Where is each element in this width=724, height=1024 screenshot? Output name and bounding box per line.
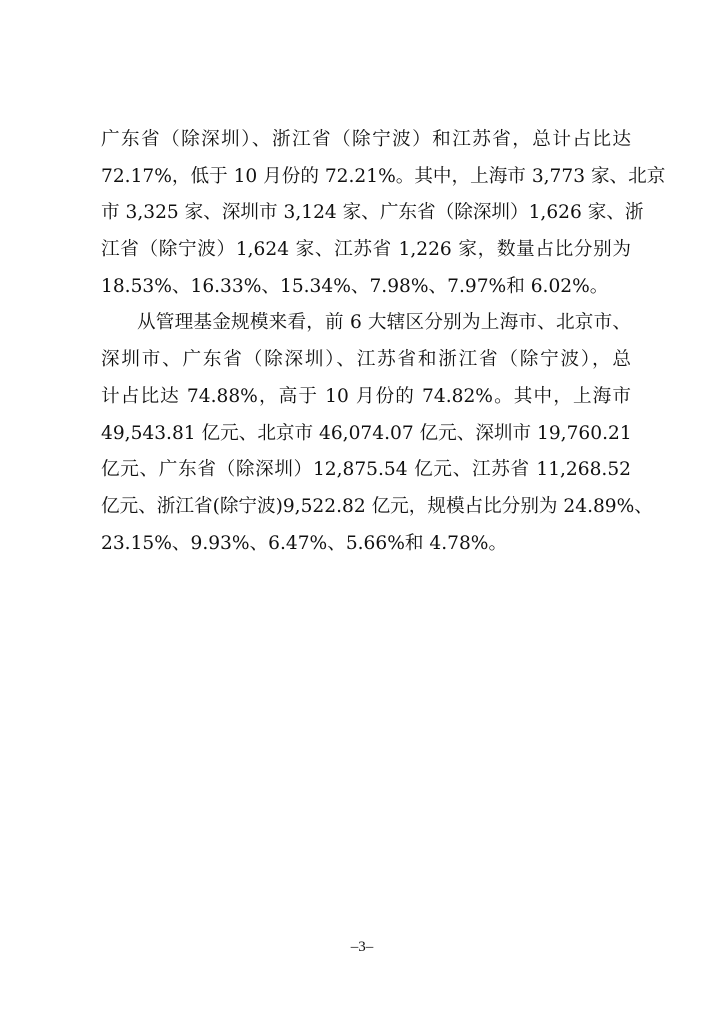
text-line: 72.17%，低于 10 月份的 72.21%。其中，上海市 3,773 家、北京 — [101, 165, 666, 187]
text-line: 亿元、广东省（除深圳）12,875.54 亿元、江苏省 11,268.52 — [101, 459, 631, 481]
text-line: 广东省（除深圳）、浙江省（除宁波）和江苏省，总计占比达 — [101, 129, 631, 150]
text-line: 市 3,325 家、深圳市 3,124 家、广东省（除深圳）1,626 家、浙 — [101, 202, 644, 224]
text-line: 亿元、浙江省(除宁波)9,522.82 亿元，规模占比分别为 24.89%、 — [101, 495, 653, 517]
document-body — [101, 122, 666, 562]
text-line: 深圳市、广东省（除深圳）、江苏省和浙江省（除宁波），总 — [101, 349, 631, 371]
paragraph-fund-scale — [101, 305, 653, 562]
text-line: 49,543.81 亿元、北京市 46,074.07 亿元、深圳市 19,760.21 — [101, 422, 632, 444]
paragraph-institution-count — [101, 122, 666, 305]
text-line: 从管理基金规模来看，前 6 大辖区分别为上海市、北京市、 — [137, 312, 631, 334]
text-line: 23.15%、9.93%、6.47%、5.66%和 4.78%。 — [101, 532, 508, 554]
text-line: 计占比达 74.88%，高于 10 月份的 74.82%。其中，上海市 — [101, 385, 631, 407]
text-line: 江省（除宁波）1,624 家、江苏省 1,226 家，数量占比分别为 — [101, 239, 631, 261]
page-number: –3– — [350, 939, 374, 955]
text-line: 18.53%、16.33%、15.34%、7.98%、7.97%和 6.02%。 — [101, 275, 609, 297]
